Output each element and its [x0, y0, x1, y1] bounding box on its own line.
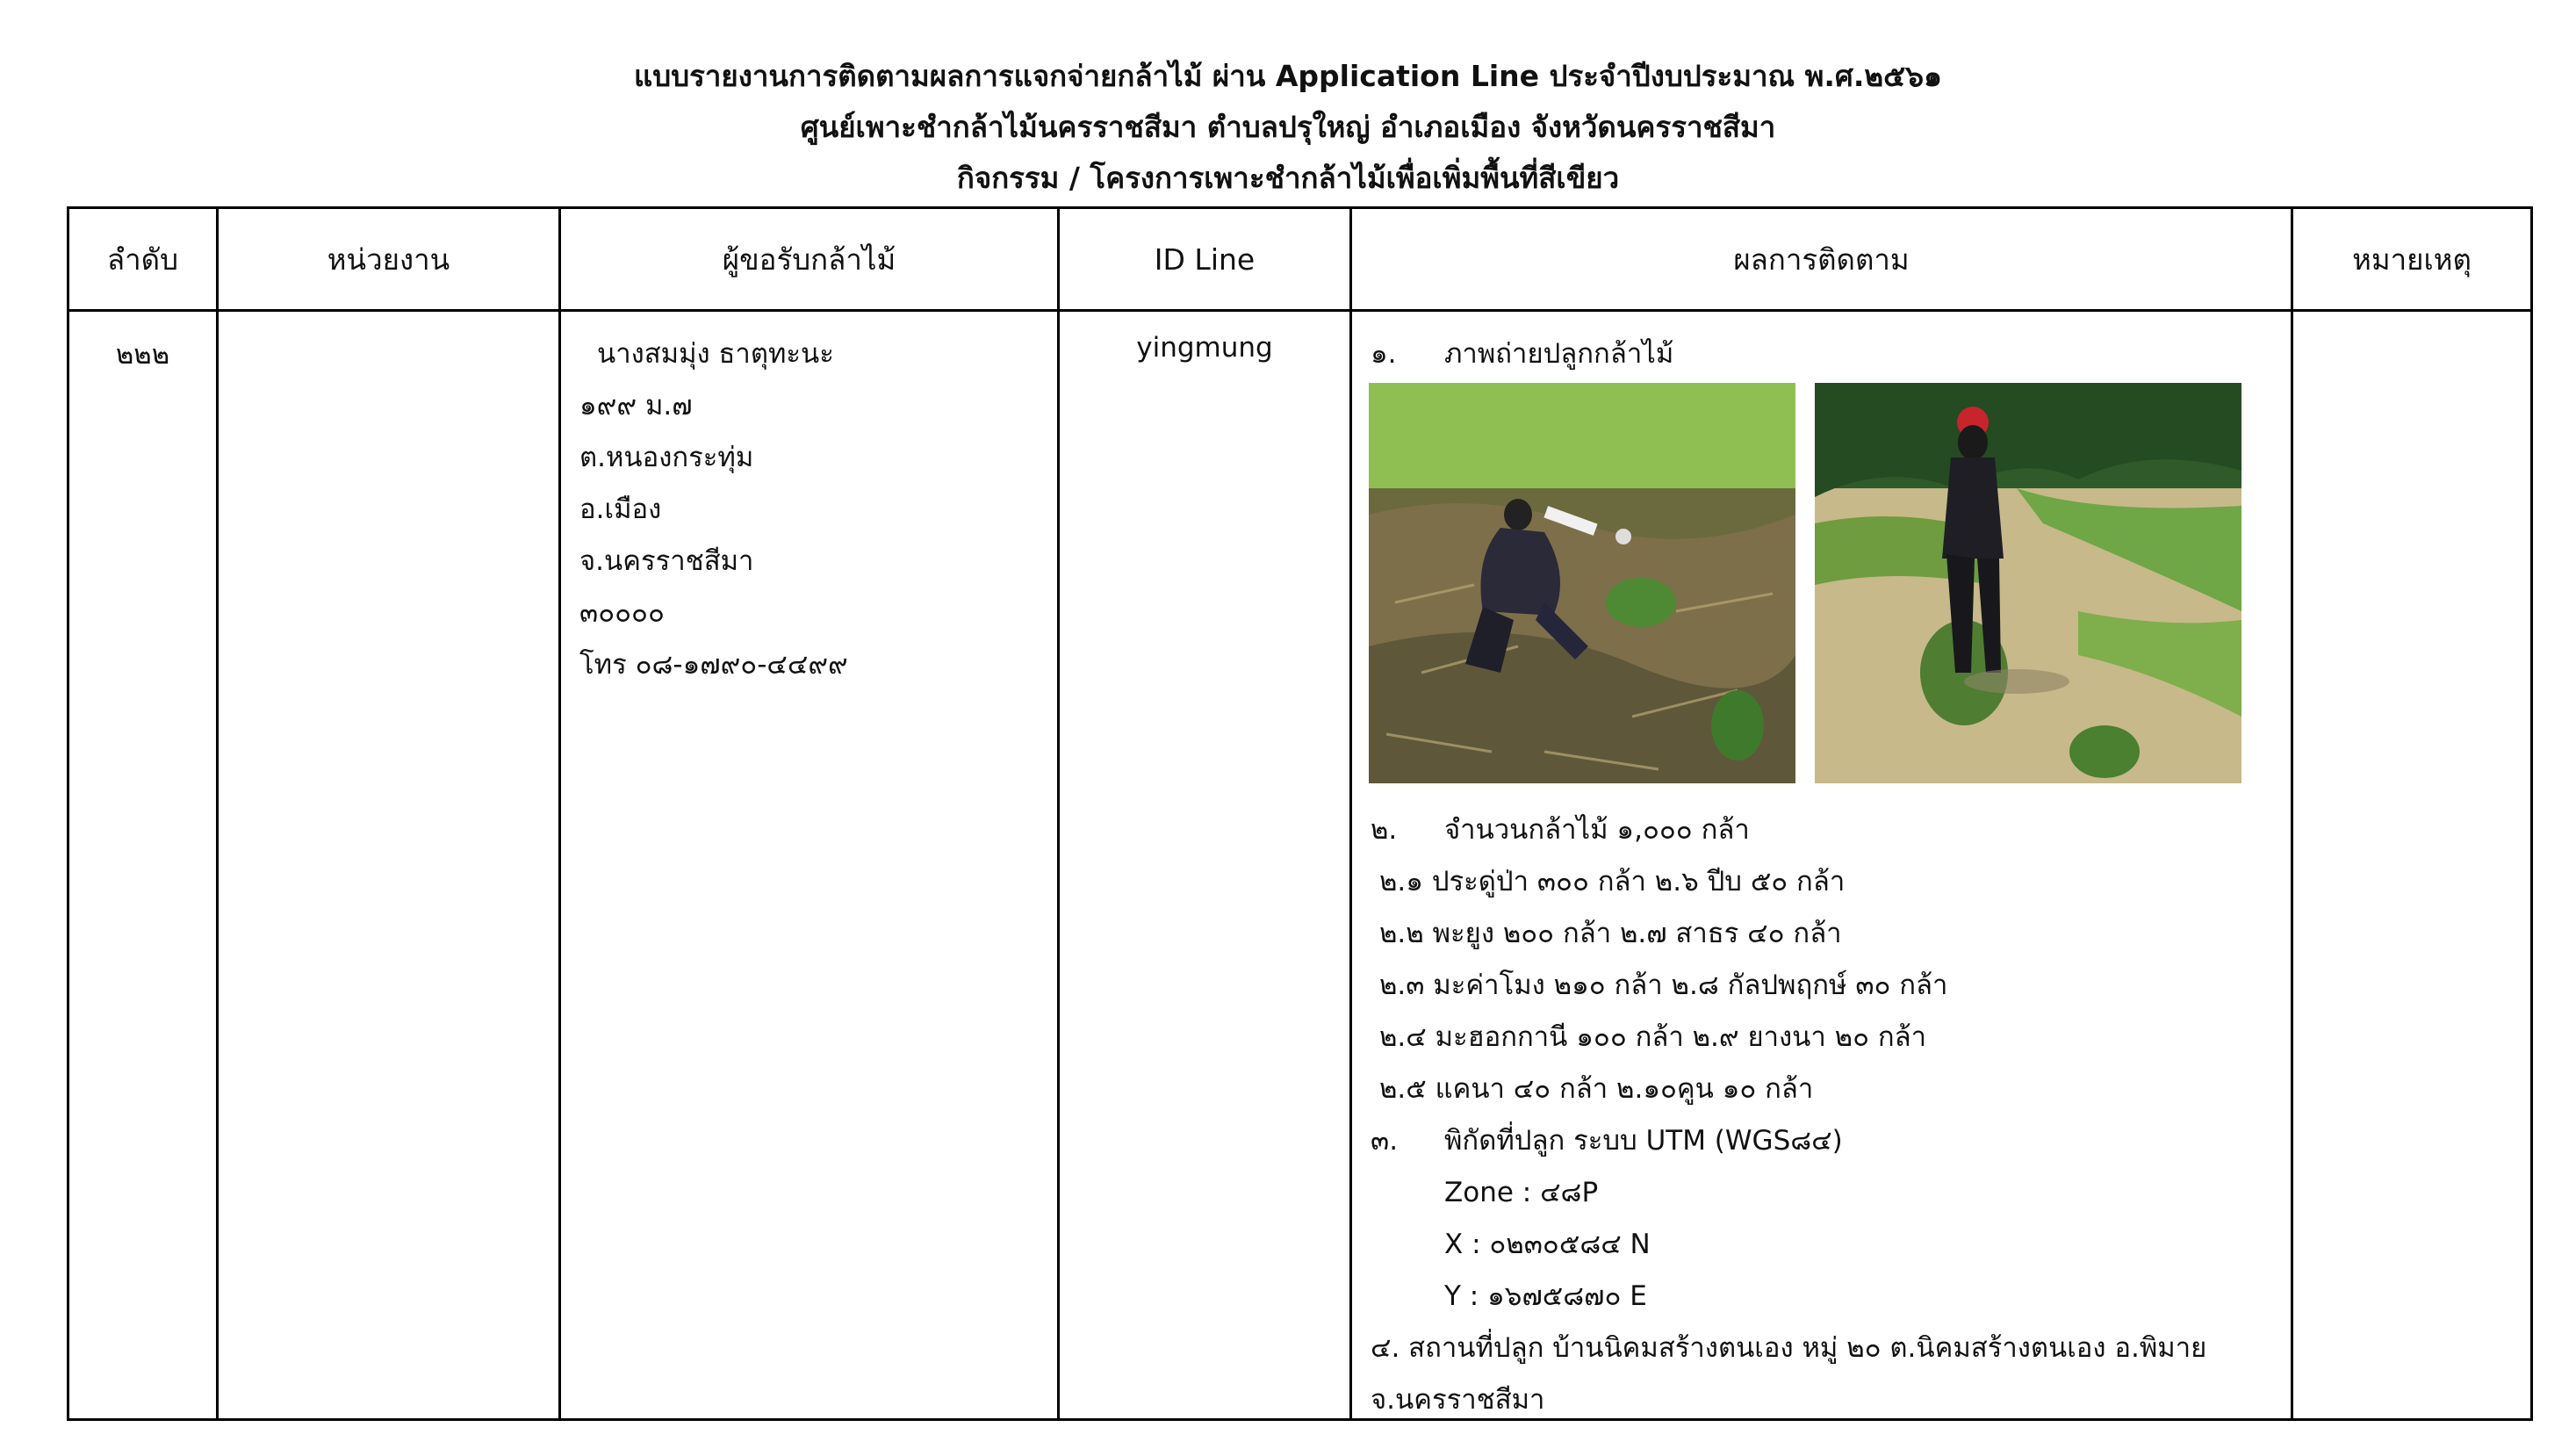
- requester-address-province: จ.นครราชสีมา: [579, 545, 754, 577]
- cell-requester: [560, 311, 1059, 1420]
- item-number: ๑.: [1371, 338, 1397, 370]
- result-item-seedling-count: [1371, 804, 1750, 856]
- requester-phone: โทร ๐๘-๑๗๙๐-๔๔๙๙: [579, 649, 848, 681]
- species-row-5: ๒.๕ แคนา ๔๐ กล้า ๒.๑๐คูน ๑๐ กล้า: [1379, 1073, 1814, 1105]
- report-activity: กิจกรรม / โครงการเพาะชำกล้าไม้เพื่อเพิ่มพื้นที่สีเขียว: [956, 161, 1620, 195]
- planting-location-province: จ.นครราชสีมา: [1371, 1384, 1545, 1416]
- seq-number: ๒๒๒: [115, 339, 170, 371]
- requester-info: [562, 313, 1056, 691]
- cell-agency: [218, 311, 560, 1420]
- requester-name: นางสมมุ่ง ธาตุทะนะ: [597, 338, 834, 370]
- planting-photo-2: [1815, 383, 2241, 783]
- item-number: ๒.: [1371, 814, 1398, 846]
- item-label: พิกัดที่ปลูก ระบบ UTM (WGS๘๔): [1444, 1125, 1843, 1157]
- planting-location: ๔. สถานที่ปลูก บ้านนิคมสร้างตนเอง หมู่ ๒๐ ต.นิคมสร้างตนเอง อ.พิมาย: [1371, 1332, 2207, 1364]
- species-row-1: ๒.๑ ประดู่ป่า ๓๐๐ กล้า ๒.๖ ปีบ ๕๐ กล้า: [1379, 866, 1846, 898]
- cell-remark: [2292, 311, 2532, 1420]
- species-row-3: ๒.๓ มะค่าโมง ๒๑๐ กล้า ๒.๘ กัลปพฤกษ์ ๓๐ กล้า: [1379, 970, 1948, 1001]
- item-number: ๓.: [1371, 1125, 1399, 1157]
- cell-line-id: [1059, 311, 1351, 1420]
- cell-seq: [68, 311, 218, 1420]
- requester-postcode: ๓๐๐๐๐: [579, 597, 665, 629]
- report-center-name: ศูนย์เพาะชำกล้าไม้นครราชสีมา ตำบลปรุใหญ่ อำเภอเมือง จังหวัดนครราชสีมา: [800, 110, 1776, 144]
- col-header-remark: หมายเหตุ: [2292, 208, 2532, 311]
- col-header-agency: หน่วยงาน: [218, 208, 560, 311]
- col-header-results: ผลการติดตาม: [1351, 208, 2292, 311]
- item-label: ภาพถ่ายปลูกกล้าไม้: [1444, 338, 1674, 370]
- report-table: [67, 206, 2533, 1421]
- table-row: [68, 311, 2532, 1420]
- col-header-requester: ผู้ขอรับกล้าไม้: [560, 208, 1059, 311]
- requester-address-house: ๑๙๙ ม.๗: [579, 390, 693, 422]
- species-row-2: ๒.๒ พะยูง ๒๐๐ กล้า ๒.๗ สาธร ๔๐ กล้า: [1379, 918, 1842, 949]
- utm-y: Y : ๑๖๗๕๘๗๐ E: [1444, 1280, 1647, 1312]
- planting-photo-1: [1369, 383, 1795, 783]
- report-title: แบบรายงานการติดตามผลการแจกจ่ายกล้าไม้ ผ่าน Application Line ประจำปีงบประมาณ พ.ศ.๒๕๖๑: [634, 59, 1942, 93]
- follow-up-results: [1353, 313, 2290, 1417]
- col-header-line-id: ID Line: [1059, 208, 1351, 311]
- utm-x: X : ๐๒๓๐๕๘๔ N: [1444, 1229, 1651, 1260]
- result-item-photo: [1371, 328, 1673, 380]
- requester-address-subdistrict: ต.หนองกระทุ่ม: [579, 442, 754, 473]
- species-row-4: ๒.๔ มะฮอกกานี ๑๐๐ กล้า ๒.๙ ยางนา ๒๐ กล้า: [1379, 1021, 1927, 1053]
- cell-results: [1351, 311, 2292, 1420]
- requester-address-district: อ.เมือง: [579, 494, 662, 525]
- utm-zone: Zone : ๔๘P: [1444, 1177, 1599, 1208]
- result-item-coordinates: [1371, 1115, 1843, 1167]
- item-label: จำนวนกล้าไม้ ๑,๐๐๐ กล้า: [1444, 814, 1750, 846]
- table-header-row: [68, 208, 2532, 311]
- report-header: [0, 51, 2576, 204]
- col-header-seq: ลำดับ: [68, 208, 218, 311]
- line-id-value: yingmung: [1136, 332, 1273, 364]
